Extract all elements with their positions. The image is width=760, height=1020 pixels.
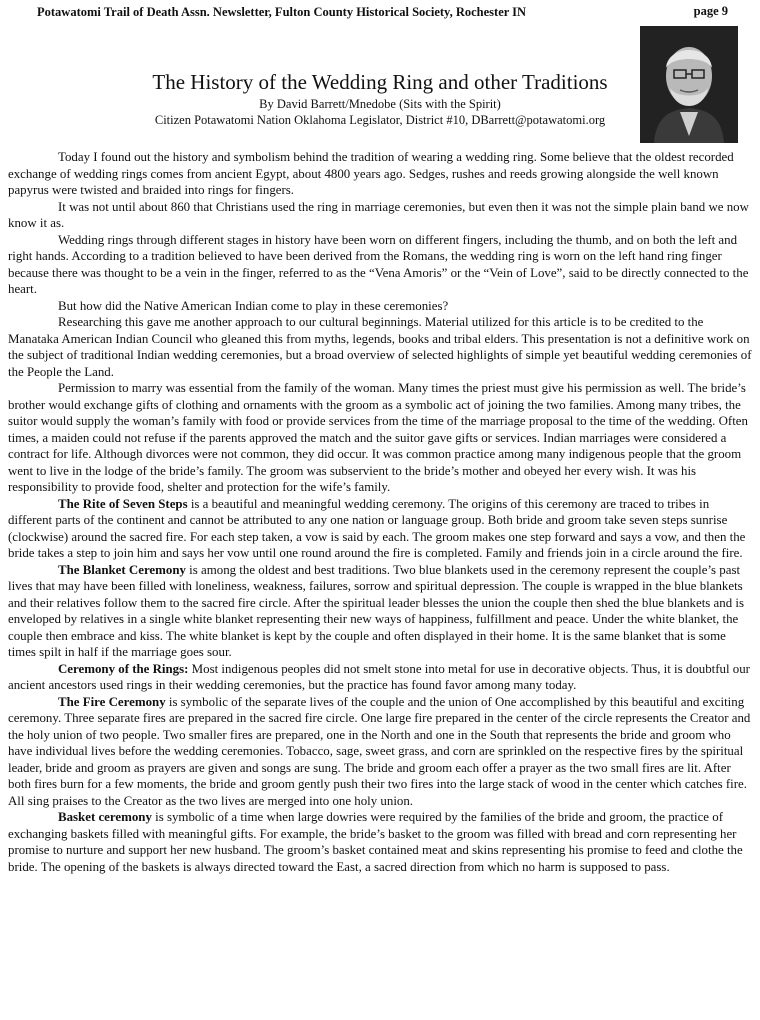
paragraph: Researching this gave me another approach to our cultural beginnings. Material utilized for this article is to be credited to the Manataka American Indian Council who gleaned this from myths, legends, books and tribal elders. This presentation is not a definitive work on the subject of traditional Indian wedding ceremonies, but a broad overview of selected highlights of simple yet beautiful wedding ceremonies of the People the Land. <box>8 315 752 379</box>
newsletter-header: Potawatomi Trail of Death Assn. Newsletter, Fulton County Historical Society, Rochester IN <box>37 5 527 19</box>
section-lead: The Fire Ceremony <box>58 694 166 709</box>
section-lead: The Blanket Ceremony <box>58 562 186 577</box>
article-title: The History of the Wedding Ring and other Traditions <box>152 70 608 94</box>
section-lead: Ceremony of the Rings: <box>58 661 189 676</box>
section-lead: The Rite of Seven Steps <box>58 496 188 511</box>
article-byline: By David Barrett/Mnedobe (Sits with the Spirit) <box>259 97 501 111</box>
paragraph: But how did the Native American Indian come to play in these ceremonies? <box>58 298 449 313</box>
paragraph: Wedding rings through different stages in history have been worn on different fingers, including the thumb, and on both the left and right hands. According to a tradition believed to have been derived from the Romans, the wedding ring is worn on the left hand ring finger because there was thought to be a vein in the finger, referred to as the “Vena Amoris” or the “Vein of Love”, said to be directly connected to the heart. <box>8 232 749 296</box>
paragraph: It was not until about 860 that Christians used the ring in marriage ceremonies, but even then it was not the simple plain band we now know it as. <box>8 199 749 230</box>
article-body <box>8 149 752 875</box>
paragraph: Permission to marry was essential from the family of the woman. Many times the priest must give his permission as well. The bride’s brother would exchange gifts of clothing and ornaments with the groom as a symbolic act of joining the two families. Among many tribes, the suitor would supply the woman’s family with food or provide services from the time of the marriage proposal to the time of the wedding. Often times, a maiden could not refuse if the parents approved the match and the suitor gave gifts or services. Indian marriages were considered a contract for life. Although divorces were not common, they did occur. It was common practice among many indigenous people that the groom went to live in the lodge of the bride’s family. The groom was subservient to the bride’s mother and obeyed her every wish. It was his responsibility to provide food, shelter and protection for the wife’s family. <box>8 381 748 494</box>
paragraph-blanket-ceremony: The Blanket Ceremony is among the oldest and best traditions. Two blue blankets used in the ceremony represent the couple’s past lives that may have been filled with loneliness, weakness, failures, sorrow and spiritual depression. The couple is wrapped in the blue blankets and their relatives follow them to the sacred fire circle. After the spiritual leader blesses the union the couple then shed the blue blankets and is enveloped by relatives in a single white blanket representing their new ways of happiness, fulfillment and peace. Under the white blanket, the couple then embrace and kiss. The white blanket is kept by the couple and often displayed in their home. It is the same blanket that is some times spilt in half if the marriage goes sour. <box>8 562 744 659</box>
paragraph: Today I found out the history and symbolism behind the tradition of wearing a wedding ring. Some believe that the oldest recorded exchange of wedding rings comes from ancient Egypt, about 4800 years ago. Sedges, rushes and reeds growing alongside the well known papyrus were twisted and braided into rings for fingers. <box>8 150 734 197</box>
paragraph-seven-steps: The Rite of Seven Steps is a beautiful and meaningful wedding ceremony. The origins of this ceremony are traced to tribes in different parts of the continent and cannot be attributed to any one nation or language group. Both bride and groom take seven steps sunrise (clockwise) around the sacred fire. For each step taken, a vow is said by each. The groom makes one step forward and says a vow, and then the bride takes a step to join him and says her vow until one round around the fire is completed. Family and friends join in a circle around the fire. <box>8 496 746 560</box>
paragraph-ceremony-of-rings: Ceremony of the Rings: Most indigenous peoples did not smelt stone into metal for use in decorative objects. Thus, it is doubtful our ancient ancestors used rings in their wedding ceremonies, but the practice has found favor among many today. <box>8 661 750 692</box>
section-lead: Basket ceremony <box>58 810 152 824</box>
page-number: page 9 <box>693 4 728 18</box>
paragraph-fire-ceremony: The Fire Ceremony is symbolic of the separate lives of the couple and the union of One accomplished by this beautiful and exciting ceremony. Three separate fires are prepared in the sacred fire circle. One large fire prepared in the center of the circle represents the Creator and the holy union of two people. Two smaller fires are prepared, one in the North and one in the South that represents the bride and groom who have individual lives before the wedding ceremonies. Tobacco, sage, sweet grass, and corn are sprinkled on the respective fires by the spiritual leader, bride and groom as prayers are given and songs are sung. The bride and groom each offer a prayer as the two small fires are lit. After both fires burn for a few moments, the bride and groom gently push their two fires into the large stack of wood in the center which catches fire. All sing praises to the Creator as the two lives are merged into one holy union. <box>8 694 751 808</box>
author-affiliation: Citizen Potawatomi Nation Oklahoma Legislator, District #10, DBarrett@potawatomi.org <box>154 113 606 127</box>
paragraph-basket-ceremony: Basket ceremony is symbolic of a time when large dowries were required by the families of the bride and groom, the practice of exchanging baskets filled with meaningful gifts. For example, the bride’s basket to the groom was filled with bread and corn representing her promise to nurture and support her new husband. The groom’s basket contained meat and skins representing his promise to feed and clothe the bride. The opening of the baskets is always directed toward the East, a sacred direction from which no harm is supposed to pass. <box>8 810 743 874</box>
article-heading <box>60 70 700 128</box>
